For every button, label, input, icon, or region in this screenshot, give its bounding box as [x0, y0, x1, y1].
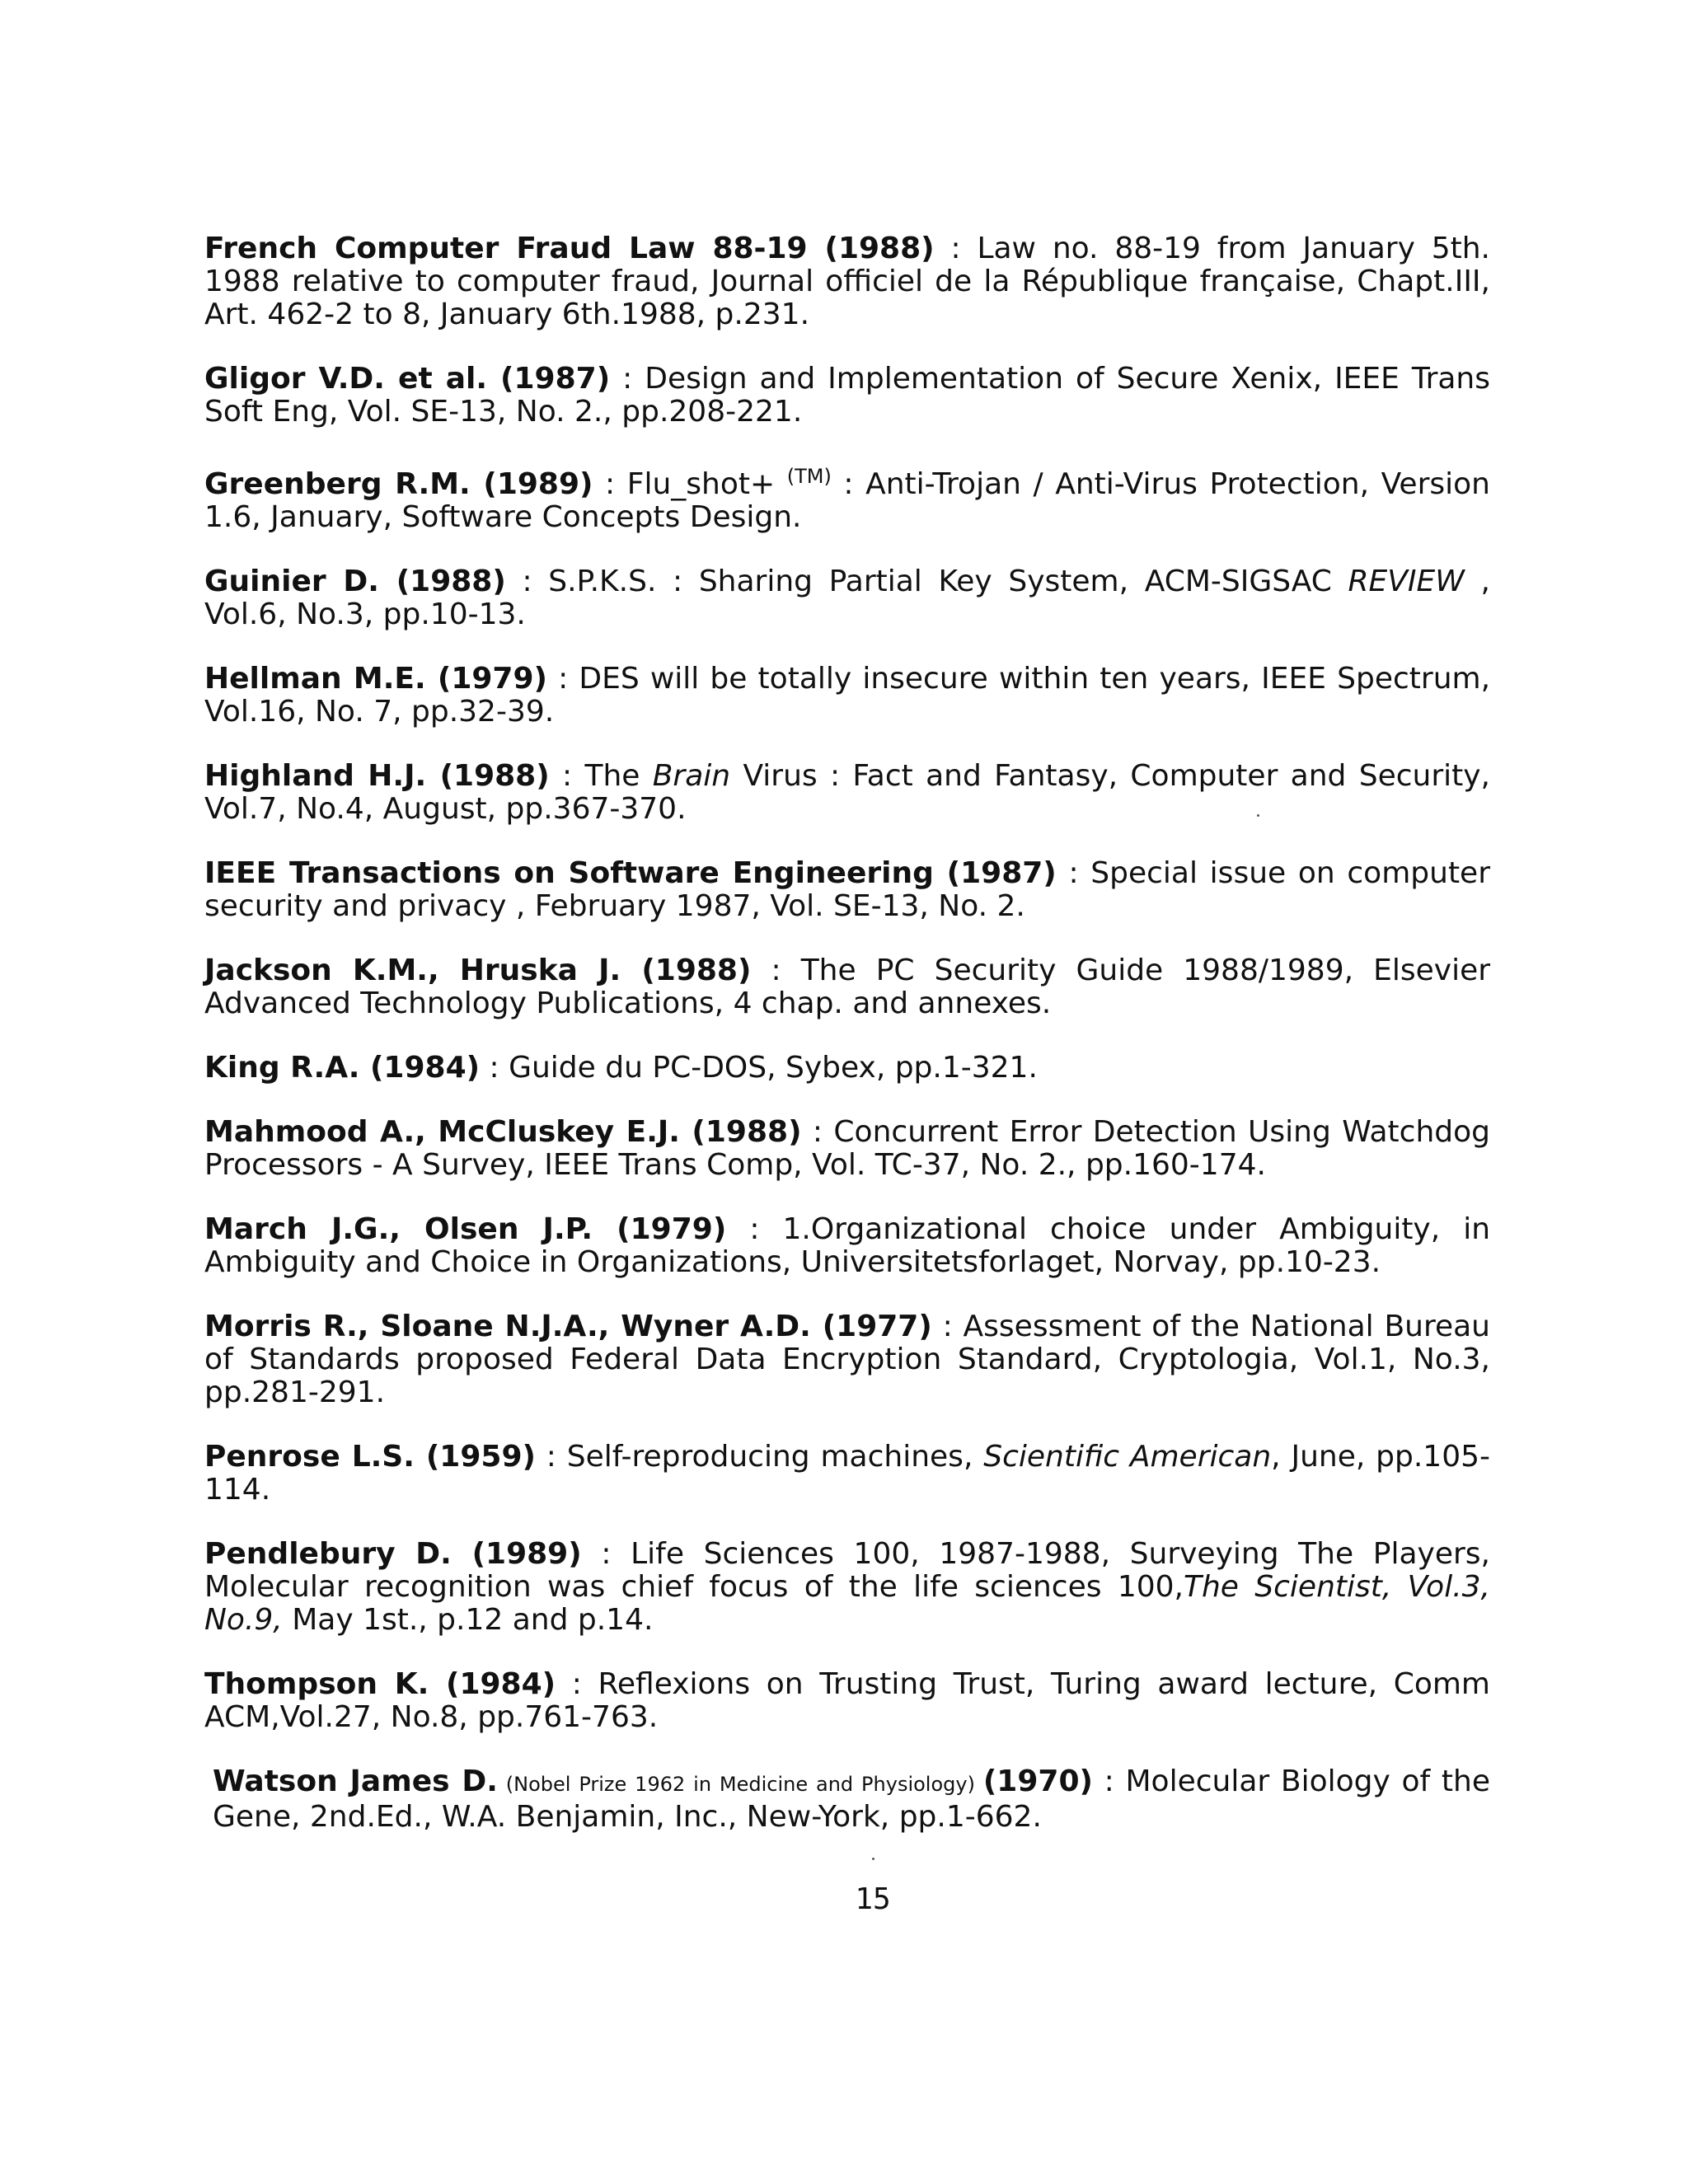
reference-author: Hellman M.E. (1979) [204, 662, 547, 696]
reference-author: King R.A. (1984) [204, 1051, 481, 1085]
reference-entry: Mahmood A., McCluskey E.J. (1988) : Concurrent Error Detection Using Watchdog Processors - A Survey, IEEE Trans Comp, Vol. TC-37, No. 2., pp.160-174. [204, 1115, 1490, 1182]
reference-entry: Thompson K. (1984) : Reflexions on Trusting Trust, Turing award lecture, Comm ACM,Vol.27, No.8, pp.761-763. [204, 1667, 1491, 1734]
reference-entry: IEEE Transactions on Software Engineering (1987) : Special issue on computer security and privacy , February 1987, Vol. SE-13, No. 2. [204, 856, 1491, 923]
reference-author: Greenberg R.M. (1989) [204, 467, 593, 501]
reference-note: (Nobel Prize 1962 in Medicine and Physiology) [497, 1773, 983, 1796]
reference-text: S.P.K.S. : Sharing Partial Key System, ACM-SIGSAC [548, 565, 1348, 598]
reference-author: Thompson K. (1984) [204, 1667, 556, 1701]
reference-entry: Jackson K.M., Hruska J. (1988) : The PC Security Guide 1988/1989, Elsevier Advanced Technology Publications, 4 chap. and annexes. [204, 954, 1491, 1020]
reference-author: Morris R., Sloane N.J.A., Wyner A.D. (1977) [204, 1310, 932, 1343]
reference-text: : Anti-Trojan / Anti-Virus Protection, Version 1.6, January, Software Concepts Design. [204, 467, 1490, 534]
reference-text: Special issue on computer security and privacy , February 1987, Vol. SE-13, No. 2. [204, 856, 1491, 923]
reference-text: Guide du PC-DOS, Sybex, pp.1-321. [509, 1051, 1038, 1085]
reference-text: May 1st., p.12 and p.14. [282, 1603, 654, 1637]
reference-text: Molecular Biology of the Gene, 2nd.Ed., W.A. Benjamin, Inc., New-York, pp.1-662. [213, 1765, 1491, 1834]
reference-text: Concurrent Error Detection Using Watchdog Processors - A Survey, IEEE Trans Comp, Vol. TC-37, No. 2., pp.160-174. [204, 1115, 1490, 1182]
scan-speck [1257, 814, 1259, 817]
reference-text: Reflexions on Trusting Trust, Turing award lecture, Comm ACM,Vol.27, No.8, pp.761-763. [204, 1667, 1491, 1734]
reference-author: Gligor V.D. et al. (1987) [204, 362, 611, 396]
reference-entry: Gligor V.D. et al. (1987) : Design and Implementation of Secure Xenix, IEEE Trans Soft Eng, Vol. SE-13, No. 2., pp.208-221. [204, 362, 1491, 429]
reference-list [204, 232, 1490, 1865]
page-number: 15 [855, 1882, 891, 1916]
reference-italic: The Scientist, Vol.3, No.9, [204, 1570, 1490, 1637]
reference-entry: Hellman M.E. (1979) : DES will be totally insecure within ten years, IEEE Spectrum, Vol.16, No. 7, pp.32-39. [204, 662, 1491, 729]
reference-text: 1.Organizational choice under Ambiguity, in Ambiguity and Choice in Organizations, Universitetsforlaget, Norvay, pp.10-23. [204, 1212, 1491, 1279]
reference-entry: Penrose L.S. (1959) : Self-reproducing machines, Scientific American, June, pp.105-114. [204, 1440, 1490, 1507]
scan-speck [872, 1858, 874, 1860]
reference-author: March J.G., Olsen J.P. (1979) [204, 1212, 727, 1246]
reference-text: Life Sciences 100, 1987-1988, Surveying The Players, Molecular recognition was chief focus of the life sciences 100, [204, 1537, 1490, 1604]
reference-author: IEEE Transactions on Software Engineering (1987) [204, 856, 1057, 890]
reference-text: Flu_shot+ [626, 467, 787, 501]
reference-italic: Scientific American [983, 1440, 1272, 1474]
reference-year: (1970) [982, 1765, 1093, 1798]
reference-entry: Morris R., Sloane N.J.A., Wyner A.D. (1977) : Assessment of the National Bureau of Standards proposed Federal Data Encryption Standard, Cryptologia, Vol.1, No.3, pp.281-291. [204, 1310, 1490, 1409]
reference-author: Guinier D. (1988) [204, 565, 506, 598]
reference-text: Design and Implementation of Secure Xenix, IEEE Trans Soft Eng, Vol. SE-13, No. 2., pp.208-221. [204, 362, 1491, 429]
reference-entry: King R.A. (1984) : Guide du PC-DOS, Sybex, pp.1-321. [204, 1051, 1038, 1085]
reference-text: Assessment of the National Bureau of Standards proposed Federal Data Encryption Standard, Cryptologia, Vol.1, No.3, pp.281-291. [204, 1310, 1490, 1409]
reference-text: , June, pp.105-114. [204, 1440, 1490, 1507]
reference-author: Jackson K.M., Hruska J. (1988) [204, 954, 752, 987]
reference-author: French Computer Fraud Law 88-19 (1988) [204, 232, 935, 265]
reference-entry: Watson James D. (Nobel Prize 1962 in Medicine and Physiology) (1970) : Molecular Biology of the Gene, 2nd.Ed., W.A. Benjamin, Inc., New-York, pp.1-662. [213, 1765, 1491, 1834]
reference-entry: French Computer Fraud Law 88-19 (1988) : Law no. 88-19 from January 5th. 1988 relative to computer fraud, Journal officiel de la République française, Chapt.III, Art. 462-2 to 8, January 6th.1988, p.231. [204, 232, 1490, 331]
reference-text: Virus : Fact and Fantasy, Computer and Security, Vol.7, No.4, August, pp.367-370. [204, 759, 1490, 826]
reference-italic: Brain [652, 759, 731, 793]
reference-author: Watson James D. [213, 1765, 498, 1798]
reference-author: Highland H.J. (1988) [204, 759, 550, 793]
reference-text: , Vol.6, No.3, pp.10-13. [204, 565, 1490, 631]
trademark-mark: (TM) [786, 465, 832, 488]
reference-entry: March J.G., Olsen J.P. (1979) : 1.Organizational choice under Ambiguity, in Ambiguity and Choice in Organizations, Universitetsforlaget, Norvay, pp.10-23. [204, 1212, 1491, 1279]
reference-entry: Highland H.J. (1988) : The Brain Virus : Fact and Fantasy, Computer and Security, Vol.7, No.4, August, pp.367-370. [204, 759, 1490, 826]
reference-author: Pendlebury D. (1989) [204, 1537, 582, 1571]
reference-author: Mahmood A., McCluskey E.J. (1988) [204, 1115, 802, 1149]
reference-text: The [584, 759, 653, 793]
reference-text: The PC Security Guide 1988/1989, Elsevier Advanced Technology Publications, 4 chap. and annexes. [204, 954, 1491, 1020]
reference-author: Penrose L.S. (1959) [204, 1440, 536, 1474]
reference-text: Self-reproducing machines, [566, 1440, 984, 1474]
reference-entry: Greenberg R.M. (1989) : Flu_shot+ $^{(TM)}$ : Anti-Trojan / Anti-Virus Protection, Version 1.6, January, Software Concepts Design. [204, 465, 1490, 534]
reference-text: DES will be totally insecure within ten years, IEEE Spectrum, Vol.16, No. 7, pp.32-39. [204, 662, 1491, 729]
reference-text: Law no. 88-19 from January 5th. 1988 relative to computer fraud, Journal officiel de la République française, Chapt.III, Art. 462-2 to 8, January 6th.1988, p.231. [204, 232, 1490, 331]
reference-entry: Guinier D. (1988) : S.P.K.S. : Sharing Partial Key System, ACM-SIGSAC REVIEW , Vol.6, No.3, pp.10-13. [204, 565, 1490, 631]
reference-italic: REVIEW [1348, 565, 1465, 598]
reference-entry: Pendlebury D. (1989) : Life Sciences 100, 1987-1988, Surveying The Players, Molecular recognition was chief focus of the life sciences 100,The Scientist, Vol.3, No.9, May 1st., p.12 and p.14. [204, 1537, 1490, 1637]
